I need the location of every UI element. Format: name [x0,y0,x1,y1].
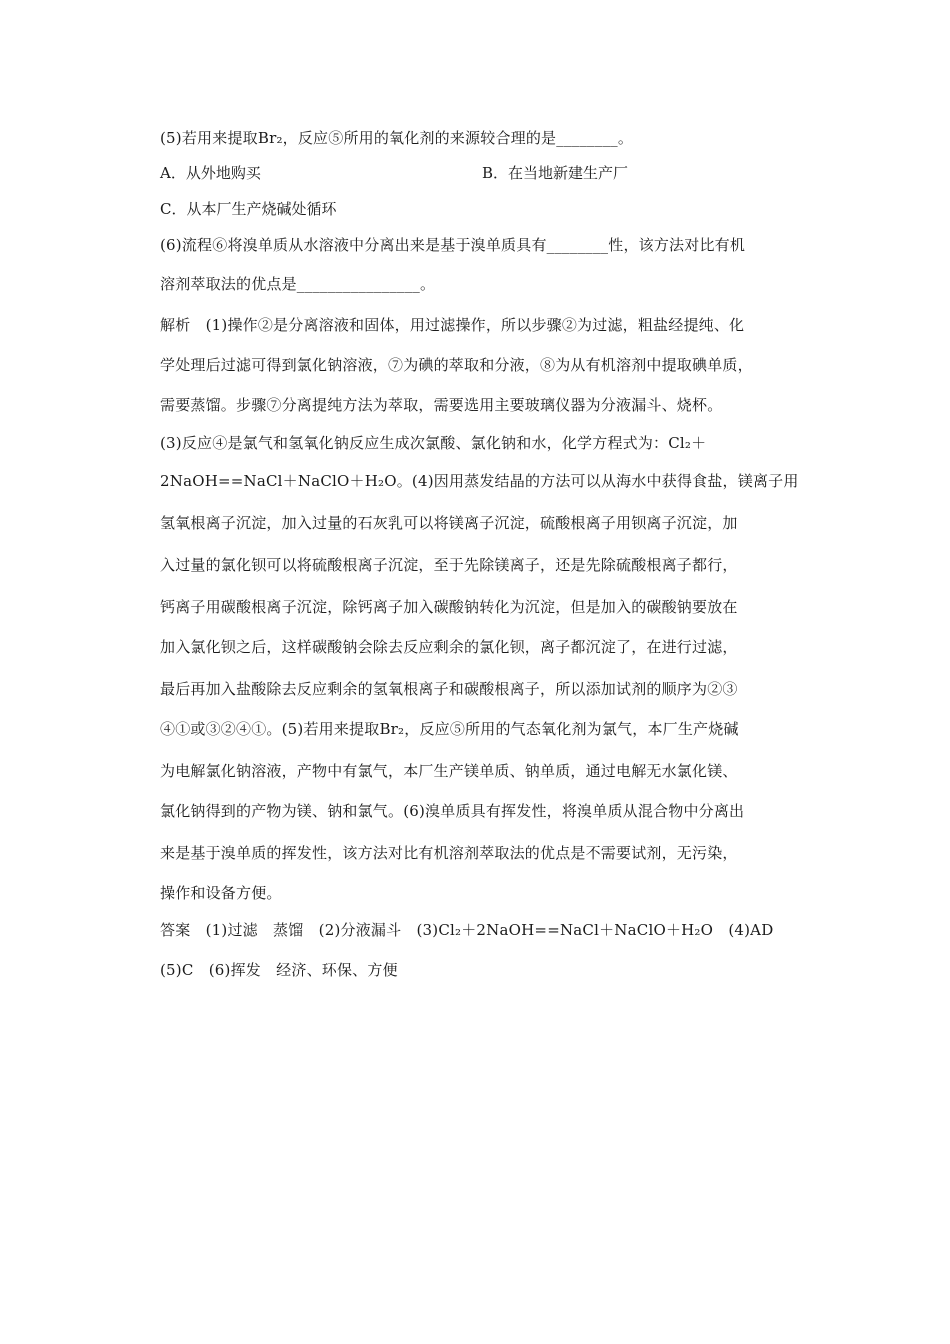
analysis-line-5: 2NaOH==NaCl＋NaClO＋H₂O。(4)因用蒸发结晶的方法可以从海水中获得食盐，镁离子用 [160,472,799,490]
q5-option-a: A．从外地购买 [160,164,261,182]
answer-line-1: 答案 (1)过滤 蒸馏 (2)分液漏斗 (3)Cl₂＋2NaOH==NaCl＋NaClO＋H₂O (4)AD [160,921,774,939]
q6-stem-line2: 溶剂萃取法的优点是________________。 [160,275,436,293]
analysis-line-11: ④①或③②④①。(5)若用来提取Br₂，反应⑤所用的气态氧化剂为氯气，本厂生产烧碱 [160,720,739,738]
q5-option-c: C．从本厂生产烧碱处循环 [160,200,337,218]
analysis-line-1: 解析 (1)操作②是分离溶液和固体，用过滤操作，所以步骤②为过滤，粗盐经提纯、化 [160,316,745,334]
analysis-line-12: 为电解氯化钠溶液，产物中有氯气，本厂生产镁单质、钠单质，通过电解无水氯化镁、 [160,762,738,780]
analysis-line-10: 最后再加入盐酸除去反应剩余的氢氧根离子和碳酸根离子，所以添加试剂的顺序为②③ [160,680,738,698]
analysis-line-9: 加入氯化钡之后，这样碳酸钠会除去反应剩余的氯化钡，离子都沉淀了，在进行过滤， [160,638,738,656]
q5-stem: (5)若用来提取Br₂，反应⑤所用的氧化剂的来源较合理的是________。 [160,129,634,147]
analysis-line-6: 氢氧根离子沉淀，加入过量的石灰乳可以将镁离子沉淀，硫酸根离子用钡离子沉淀，加 [160,514,738,532]
analysis-line-14: 来是基于溴单质的挥发性，该方法对比有机溶剂萃取法的优点是不需要试剂，无污染， [160,844,738,862]
analysis-line-7: 入过量的氯化钡可以将硫酸根离子沉淀，至于先除镁离子，还是先除硫酸根离子都行， [160,556,738,574]
answer-line-2: (5)C (6)挥发 经济、环保、方便 [160,961,398,979]
analysis-line-13: 氯化钠得到的产物为镁、钠和氯气。(6)溴单质具有挥发性，将溴单质从混合物中分离出 [160,802,745,820]
analysis-line-2: 学处理后过滤可得到氯化钠溶液，⑦为碘的萃取和分液，⑧为从有机溶剂中提取碘单质， [160,356,753,374]
analysis-line-4: (3)反应④是氯气和氢氧化钠反应生成次氯酸、氯化钠和水，化学方程式为：Cl₂＋ [160,434,707,452]
q5-option-b: B．在当地新建生产厂 [482,164,629,182]
analysis-line-3: 需要蒸馏。步骤⑦分离提纯方法为萃取，需要选用主要玻璃仪器为分液漏斗、烧杯。 [160,396,723,414]
analysis-line-15: 操作和设备方便。 [160,884,282,902]
q5-options-row [160,163,629,183]
analysis-line-8: 钙离子用碳酸根离子沉淀，除钙离子加入碳酸钠转化为沉淀，但是加入的碳酸钠要放在 [160,598,738,616]
q6-stem-line1: (6)流程⑥将溴单质从水溶液中分离出来是基于溴单质具有________性，该方法对比有机 [160,236,746,254]
